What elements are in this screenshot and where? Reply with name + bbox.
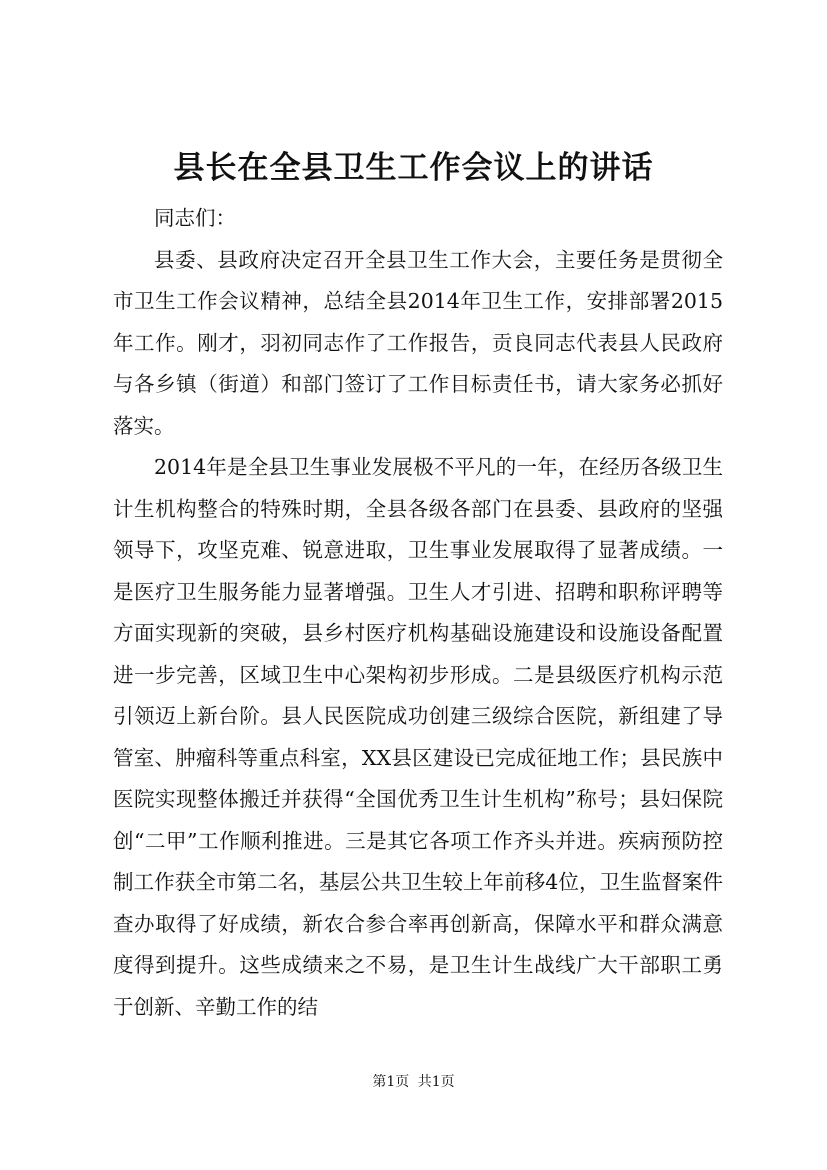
page-footer: [0, 1072, 827, 1092]
greeting: 同志们：: [154, 206, 236, 230]
paragraph: 2014年是全县卫生事业发展极不平凡的一年，在经历各级卫生计生机构整合的特殊时期，全县各级各部门在县委、县政府的坚强领导下，攻坚克难、锐意进取，卫生事业发展取得了显著成绩。一是医疗卫生服务能力显著增强。卫生人才引进、招聘和职称评聘等方面实现新的突破，县乡村医疗机构基础设施建设和设施设备配置进一步完善，区域卫生中心架构初步形成。二是县级医疗机构示范引领迈上新台阶。县人民医院成功创建三级综合医院，新组建了导管室、肿瘤科等重点科室，XX县区建设已完成征地工作；县民族中医院实现整体搬迁并获得“全国优秀卫生计生机构”称号；县妇保院创“二甲”工作顺利推进。三是其它各项工作齐头并进。疾病预防控制工作获全市第二名，基层公共卫生较上年前移4位，卫生监督案件查办取得了好成绩，新农合参合率再创新高，保障水平和群众满意度得到提升。这些成绩来之不易，是卫生计生战线广大干部职工勇于创新、辛勤工作的结: [113, 455, 723, 1019]
document-title: 县长在全县卫生工作会议上的讲话: [173, 150, 654, 186]
paragraph: 县委、县政府决定召开全县卫生工作大会，主要任务是贯彻全市卫生工作会议精神，总结全县2014年卫生工作，安排部署2015年工作。刚才，羽初同志作了工作报告，贡良同志代表县人民政府与各乡镇（街道）和部门签订了工作目标责任书，请大家务必抓好落实。: [113, 247, 723, 438]
page-number: 第1页: [372, 1074, 410, 1090]
document-body: [113, 198, 723, 1028]
page-total: 共1页: [417, 1074, 455, 1090]
